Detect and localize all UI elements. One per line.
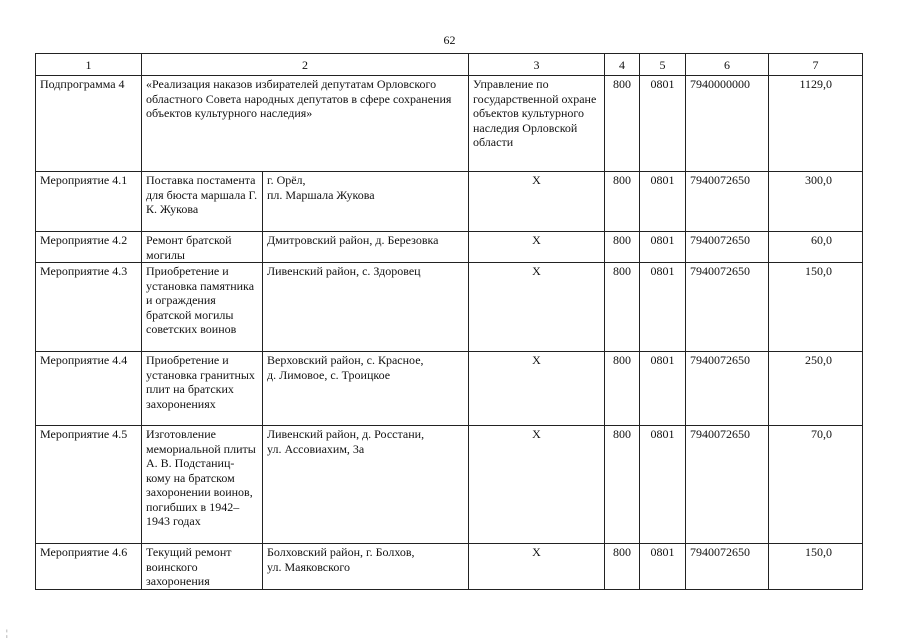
activity-address-line: Ливенский район, с. Здоровец <box>267 264 421 278</box>
activity-executor: Х <box>469 263 605 352</box>
activity-row <box>36 352 863 426</box>
activity-executor: Х <box>469 232 605 263</box>
activity-label: Мероприятие 4.2 <box>36 232 142 263</box>
program-executor: Управление по государственной охране объектов культурного наследия Орловской области <box>469 76 605 172</box>
header-cell-3: 3 <box>469 54 605 76</box>
activity-executor: Х <box>469 352 605 426</box>
activity-code-6: 7940072650 <box>686 544 769 590</box>
activity-code-5: 0801 <box>640 172 686 232</box>
activity-label: Мероприятие 4.1 <box>36 172 142 232</box>
header-cell-1: 1 <box>36 54 142 76</box>
activity-code-6: 7940072650 <box>686 172 769 232</box>
activity-code-5: 0801 <box>640 263 686 352</box>
page-number: 62 <box>443 33 456 47</box>
activity-executor: Х <box>469 426 605 544</box>
activity-row <box>36 172 863 232</box>
activity-code-6: 7940072650 <box>686 426 769 544</box>
activity-amount: 250,0 <box>769 352 863 426</box>
header-cell-7: 7 <box>769 54 863 76</box>
activity-code-5: 0801 <box>640 544 686 590</box>
activity-row <box>36 426 863 544</box>
activity-code-6: 7940072650 <box>686 352 769 426</box>
activity-address <box>263 352 469 426</box>
activity-address <box>263 232 469 263</box>
program-code-6: 7940000000 <box>686 76 769 172</box>
activity-name: Ремонт братской могилы <box>142 232 263 263</box>
activity-amount: 70,0 <box>769 426 863 544</box>
activity-code-5: 0801 <box>640 352 686 426</box>
margin-mark: ¦ <box>6 628 8 638</box>
activity-name: Изготовление мемориальной плиты А. В. Подстаниц-кому на братском захоронении воинов, погибших в 1942–1943 годах <box>142 426 263 544</box>
activity-executor: Х <box>469 172 605 232</box>
activity-address <box>263 544 469 590</box>
activity-executor: Х <box>469 544 605 590</box>
activity-code-4: 800 <box>605 544 640 590</box>
program-amount: 1129,0 <box>769 76 863 172</box>
activity-code-4: 800 <box>605 426 640 544</box>
activity-address-line: Верховский район, с. Красное, <box>267 353 424 367</box>
activity-name: Поставка постамента для бюста маршала Г. К. Жукова <box>142 172 263 232</box>
activity-code-4: 800 <box>605 232 640 263</box>
header-cell-6: 6 <box>686 54 769 76</box>
activity-address-line: ул. Маяковского <box>267 559 350 574</box>
activity-address <box>263 172 469 232</box>
activity-name: Приобретение и установка памятника и ограждения братской могилы советских воинов <box>142 263 263 352</box>
program-title: «Реализация наказов избирателей депутатам Орловского областного Совета народных депутатов в сфере сохранения объектов культурного наследия» <box>142 76 469 172</box>
activity-address-line: Ливенский район, д. Росстани, <box>267 427 425 441</box>
activity-label: Мероприятие 4.5 <box>36 426 142 544</box>
activity-address-line: Дмитровский район, д. Березовка <box>267 233 439 247</box>
activity-name: Текущий ремонт воинского захоронения <box>142 544 263 590</box>
activity-address-line: ул. Ассовиахим, 3а <box>267 441 365 456</box>
program-code-4: 800 <box>605 76 640 172</box>
header-cell-5: 5 <box>640 54 686 76</box>
activity-address <box>263 426 469 544</box>
activity-name: Приобретение и установка гранитных плит на братских захоронениях <box>142 352 263 426</box>
activity-code-6: 7940072650 <box>686 263 769 352</box>
activity-address-line: д. Лимовое, с. Троицкое <box>267 367 391 382</box>
program-code-5: 0801 <box>640 76 686 172</box>
activity-row <box>36 544 863 590</box>
activity-code-4: 800 <box>605 172 640 232</box>
activity-amount: 60,0 <box>769 232 863 263</box>
activity-label: Мероприятие 4.3 <box>36 263 142 352</box>
activity-code-4: 800 <box>605 263 640 352</box>
activity-label: Мероприятие 4.6 <box>36 544 142 590</box>
activity-code-5: 0801 <box>640 426 686 544</box>
activity-amount: 300,0 <box>769 172 863 232</box>
activity-row <box>36 232 863 263</box>
activity-code-4: 800 <box>605 352 640 426</box>
activity-amount: 150,0 <box>769 263 863 352</box>
activity-address-line: пл. Маршала Жукова <box>267 187 375 202</box>
activity-code-5: 0801 <box>640 232 686 263</box>
table-header-row <box>36 54 863 76</box>
activity-row <box>36 263 863 352</box>
activity-address-line: Болховский район, г. Болхов, <box>267 545 415 559</box>
program-label: Подпрограмма 4 <box>36 76 142 172</box>
activity-label: Мероприятие 4.4 <box>36 352 142 426</box>
activity-address-line: г. Орёл, <box>267 173 306 187</box>
budget-table <box>35 53 863 590</box>
activity-code-6: 7940072650 <box>686 232 769 263</box>
header-cell-4: 4 <box>605 54 640 76</box>
header-cell-2: 2 <box>142 54 469 76</box>
program-row <box>36 76 863 172</box>
activity-amount: 150,0 <box>769 544 863 590</box>
activity-address <box>263 263 469 352</box>
